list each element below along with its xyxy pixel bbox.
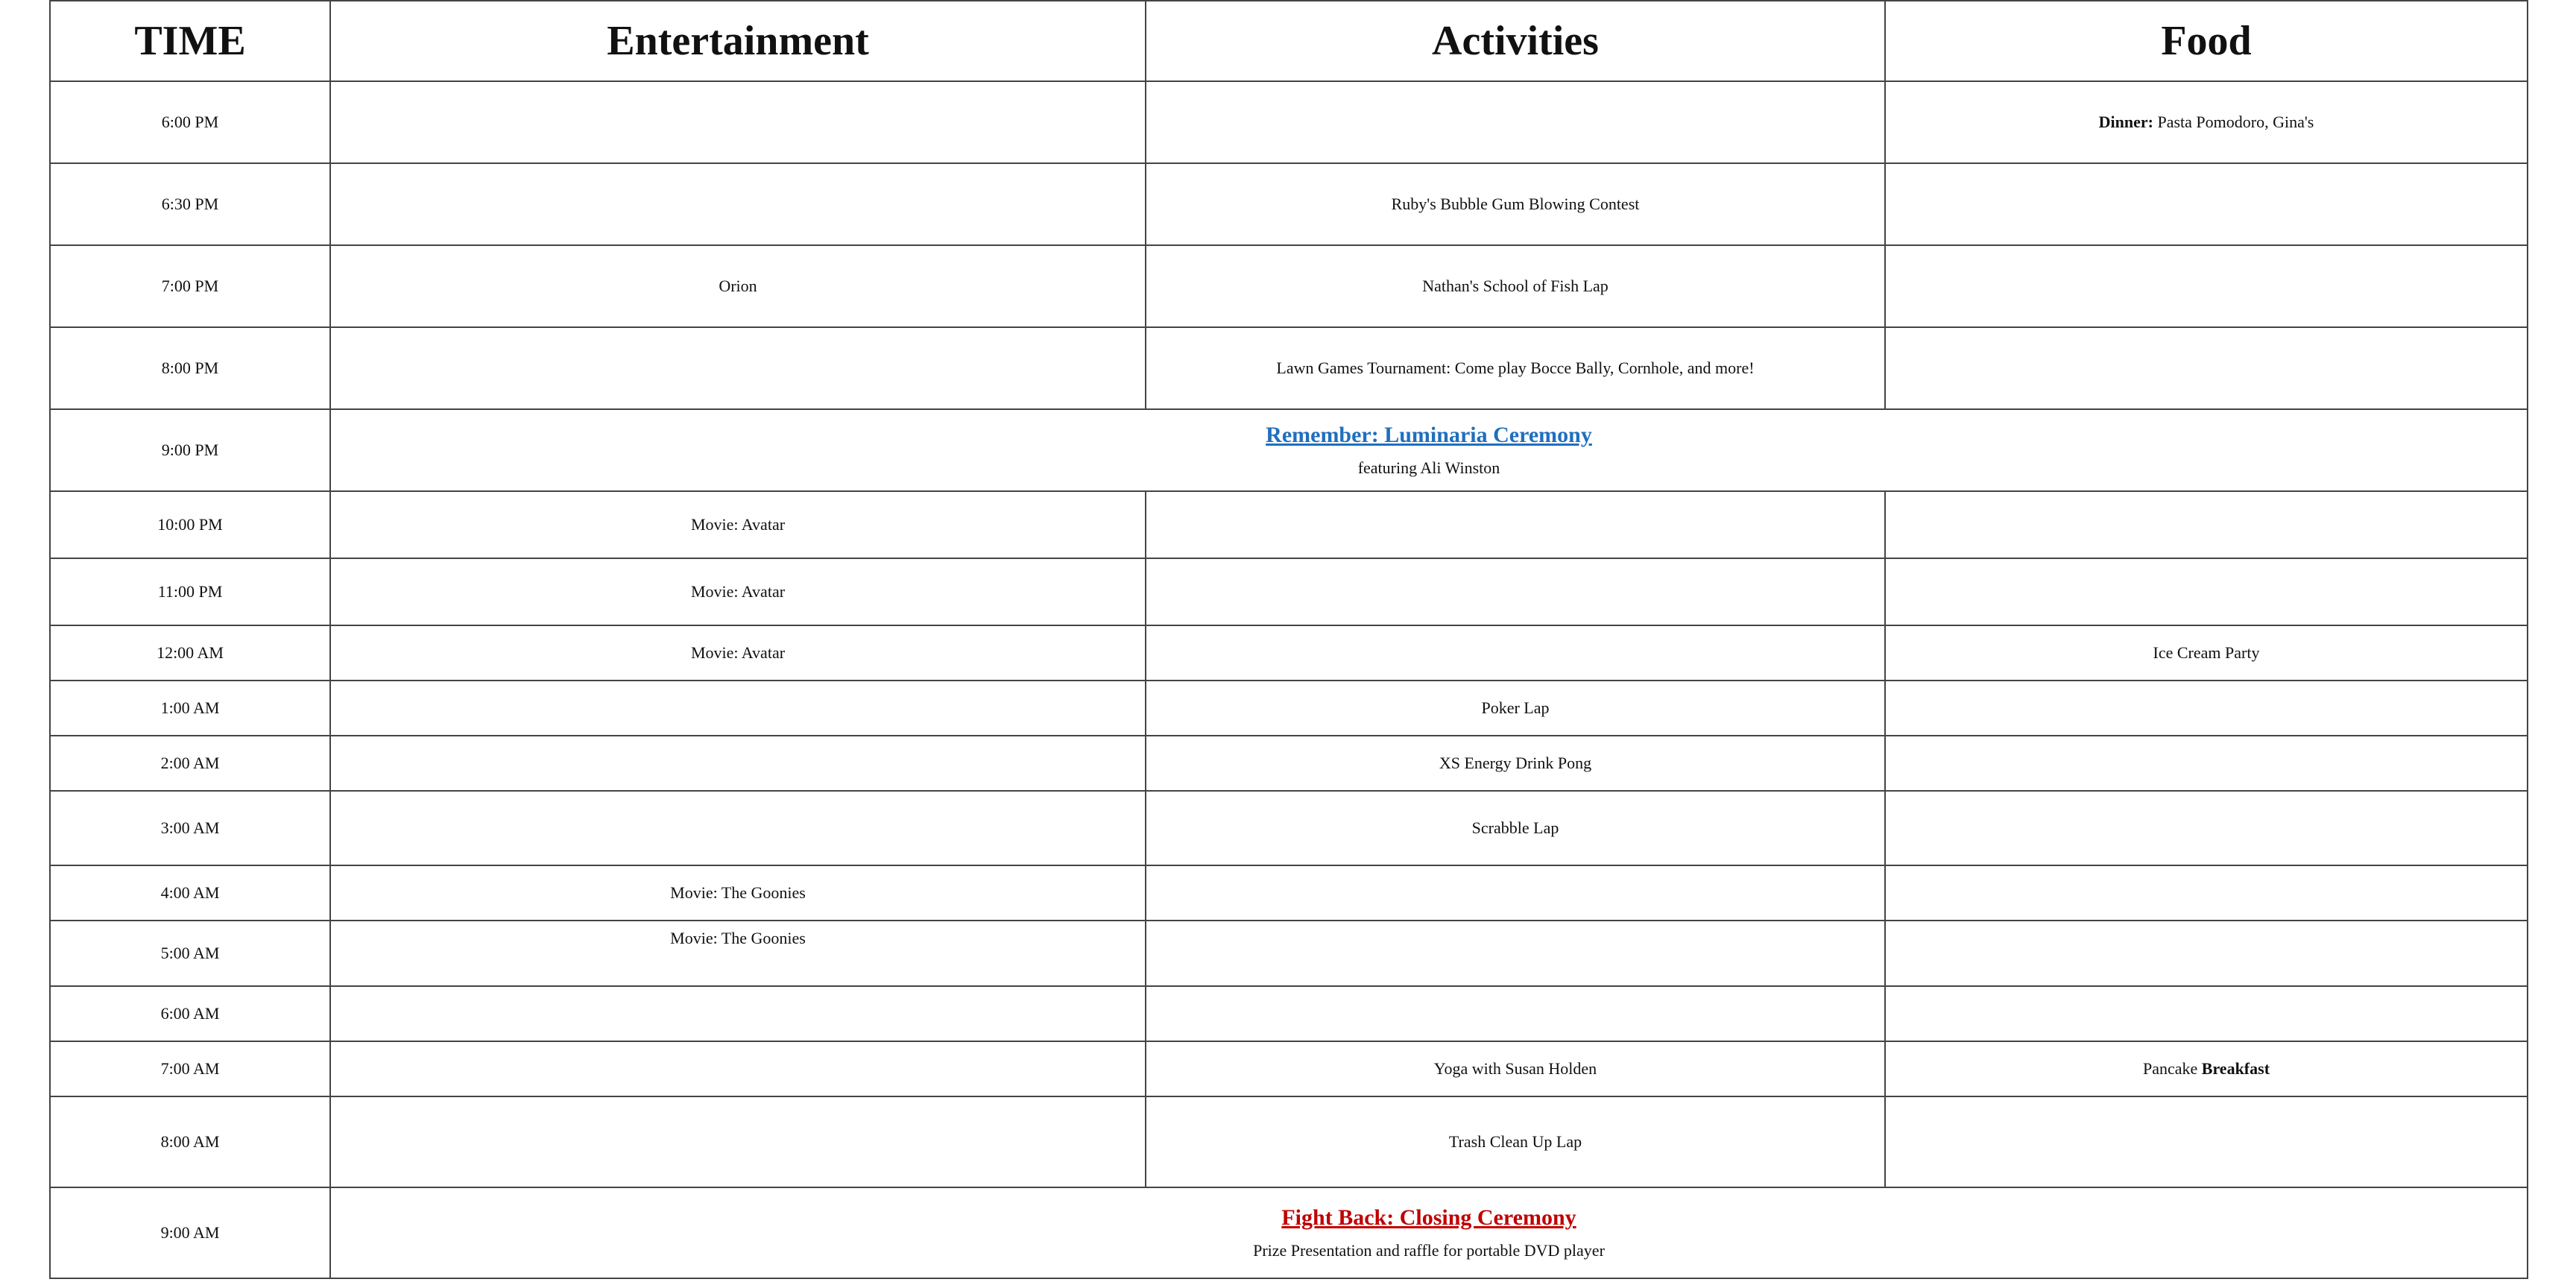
table-row <box>50 865 2528 921</box>
activities-cell: Ruby's Bubble Gum Blowing Contest <box>1146 163 1885 245</box>
activities-cell <box>1146 491 1885 558</box>
food-label: Dinner: <box>2098 113 2153 131</box>
activities-cell: Nathan's School of Fish Lap <box>1146 245 1885 327</box>
table-row <box>50 558 2528 625</box>
closing-ceremony-subtitle: Prize Presentation and raffle for portable DVD player <box>1253 1241 1605 1260</box>
food-cell <box>1885 921 2528 986</box>
luminaria-ceremony-cell <box>330 409 2528 491</box>
table-row <box>50 327 2528 409</box>
food-cell <box>1885 245 2528 327</box>
food-cell <box>1885 736 2528 791</box>
entertainment-cell <box>330 1041 1146 1096</box>
food-cell <box>1885 81 2528 163</box>
food-text: Pasta Pomodoro, Gina's <box>2153 113 2314 131</box>
header-activities: Activities <box>1146 1 1885 81</box>
activities-cell: XS Energy Drink Pong <box>1146 736 1885 791</box>
food-cell <box>1885 986 2528 1041</box>
activities-cell <box>1146 865 1885 921</box>
time-cell: 8:00 PM <box>50 327 330 409</box>
activities-cell <box>1146 558 1885 625</box>
table-row <box>50 245 2528 327</box>
food-text: Pancake <box>2142 1059 2202 1078</box>
table-row <box>50 1096 2528 1187</box>
food-cell <box>1885 1041 2528 1096</box>
activities-cell: Lawn Games Tournament: Come play Bocce Bally, Cornhole, and more! <box>1146 327 1885 409</box>
time-cell: 6:30 PM <box>50 163 330 245</box>
schedule-sheet <box>49 0 2527 1276</box>
food-cell <box>1885 558 2528 625</box>
food-cell <box>1885 163 2528 245</box>
food-cell <box>1885 327 2528 409</box>
time-cell: 9:00 PM <box>50 409 330 491</box>
table-row <box>50 736 2528 791</box>
food-cell <box>1885 791 2528 865</box>
activities-cell <box>1146 921 1885 986</box>
time-cell: 3:00 AM <box>50 791 330 865</box>
entertainment-cell <box>330 81 1146 163</box>
table-row <box>50 409 2528 491</box>
entertainment-cell: Movie: Avatar <box>330 558 1146 625</box>
table-row <box>50 1041 2528 1096</box>
entertainment-cell <box>330 736 1146 791</box>
entertainment-cell <box>330 163 1146 245</box>
time-cell: 6:00 PM <box>50 81 330 163</box>
time-cell: 10:00 PM <box>50 491 330 558</box>
time-cell: 1:00 AM <box>50 681 330 736</box>
time-cell: 5:00 AM <box>50 921 330 986</box>
time-cell: 6:00 AM <box>50 986 330 1041</box>
food-label: Breakfast <box>2201 1059 2270 1078</box>
table-row <box>50 986 2528 1041</box>
entertainment-cell: Orion <box>330 245 1146 327</box>
activities-cell <box>1146 986 1885 1041</box>
activities-cell <box>1146 81 1885 163</box>
table-row <box>50 1187 2528 1278</box>
entertainment-cell <box>330 681 1146 736</box>
entertainment-cell <box>330 327 1146 409</box>
table-row <box>50 791 2528 865</box>
header-time: TIME <box>50 1 330 81</box>
table-row <box>50 681 2528 736</box>
food-cell <box>1885 681 2528 736</box>
closing-ceremony-cell <box>330 1187 2528 1278</box>
time-cell: 2:00 AM <box>50 736 330 791</box>
table-row <box>50 921 2528 986</box>
time-cell: 7:00 PM <box>50 245 330 327</box>
entertainment-cell: Movie: Avatar <box>330 625 1146 681</box>
table-row <box>50 625 2528 681</box>
time-cell: 4:00 AM <box>50 865 330 921</box>
activities-cell <box>1146 625 1885 681</box>
entertainment-cell: Movie: The Goonies <box>330 921 1146 986</box>
luminaria-ceremony-title: Remember: Luminaria Ceremony <box>1266 423 1592 447</box>
time-cell: 11:00 PM <box>50 558 330 625</box>
luminaria-ceremony-subtitle: featuring Ali Winston <box>1357 458 1500 477</box>
food-cell <box>1885 1096 2528 1187</box>
food-cell <box>1885 865 2528 921</box>
header-row <box>50 1 2528 81</box>
activities-cell: Scrabble Lap <box>1146 791 1885 865</box>
food-cell: Ice Cream Party <box>1885 625 2528 681</box>
table-row <box>50 491 2528 558</box>
table-row <box>50 81 2528 163</box>
activities-cell: Yoga with Susan Holden <box>1146 1041 1885 1096</box>
header-food: Food <box>1885 1 2528 81</box>
time-cell: 8:00 AM <box>50 1096 330 1187</box>
entertainment-cell <box>330 1096 1146 1187</box>
activities-cell: Trash Clean Up Lap <box>1146 1096 1885 1187</box>
header-entertainment: Entertainment <box>330 1 1146 81</box>
activities-cell: Poker Lap <box>1146 681 1885 736</box>
time-cell: 7:00 AM <box>50 1041 330 1096</box>
entertainment-cell <box>330 986 1146 1041</box>
food-cell <box>1885 491 2528 558</box>
entertainment-cell <box>330 791 1146 865</box>
time-cell: 12:00 AM <box>50 625 330 681</box>
entertainment-cell: Movie: The Goonies <box>330 865 1146 921</box>
entertainment-cell: Movie: Avatar <box>330 491 1146 558</box>
closing-ceremony-title: Fight Back: Closing Ceremony <box>1281 1205 1576 1230</box>
table-row <box>50 163 2528 245</box>
time-cell: 9:00 AM <box>50 1187 330 1278</box>
schedule-table <box>49 0 2528 1279</box>
